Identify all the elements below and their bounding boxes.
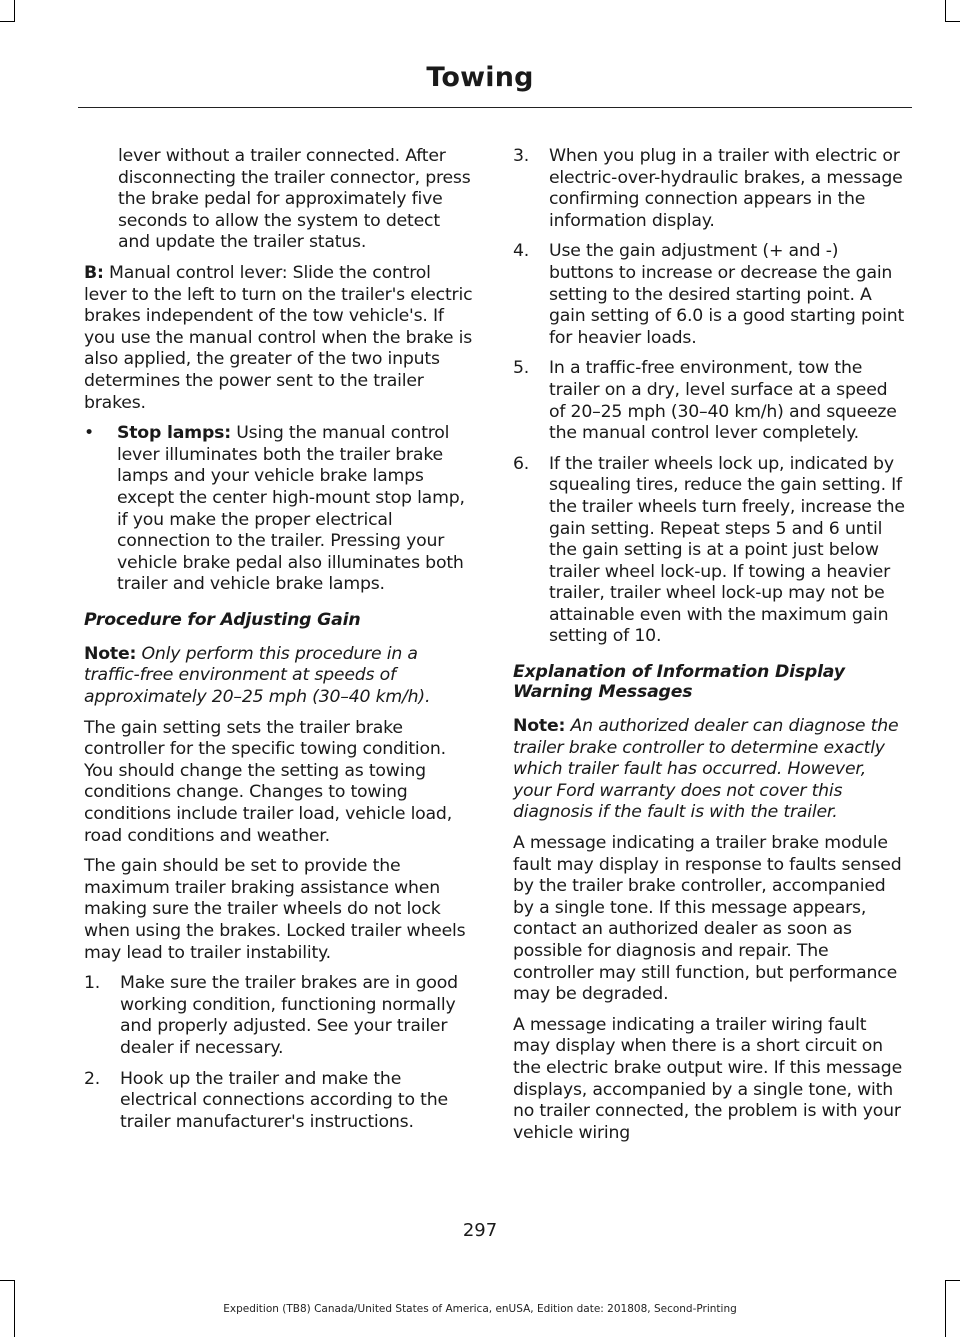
list-item: [513, 146, 908, 232]
manual-control-paragraph: [84, 263, 476, 414]
crop-mark: [0, 1280, 15, 1281]
bullet-mark: •: [84, 423, 94, 444]
left-column: [84, 146, 476, 1142]
note-paragraph: [513, 716, 908, 824]
crop-mark: [945, 0, 946, 22]
step-text: Hook up the trailer and make the electrical connections according to the trailer manufacturer's instructions.: [120, 1068, 448, 1132]
list-item: [513, 241, 908, 349]
step-text: When you plug in a trailer with electric or electric-over-hydraulic brakes, a message confirming connection appears in the information display.: [549, 146, 903, 231]
continued-paragraph: lever without a trailer connected. After disconnecting the trailer connector, press the brake pedal for approximately five seconds to allow the system to detect and update the trailer status.: [118, 146, 471, 253]
list-item: [513, 358, 908, 444]
list-item: [84, 423, 476, 596]
gain-setting-paragraph: The gain setting sets the trailer brake controller for the specific towing condition. You should change the setting as towing conditions change. Changes to towing conditions include trailer load, vehicle load, road conditions and weather.: [84, 717, 452, 846]
note-text: Only perform this procedure in a traffic-free environment at speeds of approximately 20–25 mph (30–40 km/h).: [84, 643, 431, 708]
module-fault-paragraph: A message indicating a trailer brake module fault may display in response to faults sensed by the trailer brake controller, accompanied by a single tone. If this message appears, contact an authorized dealer as soon as possible for diagnosis and repair. The controller may still function, but performance may be degraded.: [513, 833, 902, 1005]
stop-lamps-label: Stop lamps:: [117, 423, 231, 444]
crop-mark: [945, 21, 960, 22]
note-text: An authorized dealer can diagnose the trailer brake controller to determine exactly which trailer fault has occurred. However, your Ford warranty does not cover this diagnosis if the fault is with the trailer.: [513, 716, 899, 823]
note-paragraph: [84, 644, 476, 709]
step-number: 2.: [84, 1068, 101, 1089]
right-column: [513, 146, 908, 1153]
section-heading-warning-messages: Explanation of Information Display Warning Messages: [513, 662, 845, 703]
gain-paragraph: The gain should be set to provide the maximum trailer braking assistance when making sure the trailer wheels do not lock when using the brakes. Locked trailer wheels may lead to trailer instability.: [84, 856, 466, 963]
list-item: [513, 454, 908, 648]
manual-control-text: Manual control lever: Slide the control lever to the left to turn on the trailer's electric brakes independent of the tow vehicle's. If you use the manual control when the brake is also applied, the greater of the two inputs determines the power sent to the trailer brakes.: [84, 262, 473, 413]
step-number: 6.: [513, 453, 530, 474]
footer-edition: Expedition (TB8) Canada/United States of America, enUSA, Edition date: 201808, Second-Printing: [223, 1303, 737, 1315]
step-number: 5.: [513, 358, 530, 379]
step-number: 3.: [513, 146, 530, 166]
crop-mark: [945, 1280, 960, 1281]
header-divider: [78, 107, 912, 108]
note-label: Note:: [513, 716, 566, 737]
stop-lamps-text: Using the manual control lever illuminates both the trailer brake lamps and your vehicle brake lamps except the center high-mount stop lamp, if you make the proper electrical connection to the trailer. Pressing your vehicle brake pedal also illuminates both trailer and vehicle brake lamps.: [117, 423, 465, 595]
step-number: 1.: [84, 973, 101, 994]
section-heading-adjusting-gain: Procedure for Adjusting Gain: [84, 609, 361, 630]
step-number: 4.: [513, 241, 530, 262]
wiring-fault-paragraph: A message indicating a trailer wiring fault may display when there is a short circuit on the electric brake output wire. If this message displays, accompanied by a single tone, with no trailer connected, the problem is with your vehicle wiring: [513, 1014, 903, 1143]
step-text: Make sure the trailer brakes are in good working condition, functioning normally and properly adjusted. See your trailer dealer if necessary.: [120, 973, 458, 1058]
step-text: If the trailer wheels lock up, indicated by squealing tires, reduce the gain setting. If the trailer wheels turn freely, increase the gain setting. Repeat steps 5 and 6 until the gain setting is at a point just below trailer wheel lock-up. If towing a heavier trailer, trailer wheel lock-up may not be attainable even with the maximum gain setting of 10.: [549, 453, 905, 647]
step-text: In a traffic-free environment, tow the trailer on a dry, level surface at a speed of 20–25 mph (30–40 km/h) and squeeze the manual control lever completely.: [549, 358, 897, 444]
list-item: [84, 973, 476, 1059]
page-number: 297: [462, 1220, 498, 1241]
step-text: Use the gain adjustment (+ and -) buttons to increase or decrease the gain setting to the desired starting point. A gain setting of 6.0 is a good starting point for heavier loads.: [549, 241, 905, 348]
crop-mark: [14, 0, 15, 22]
label-b: B:: [84, 262, 104, 283]
list-item: [84, 1069, 476, 1134]
crop-mark: [0, 21, 15, 22]
note-label: Note:: [84, 643, 137, 664]
page-title: Towing: [426, 62, 534, 93]
